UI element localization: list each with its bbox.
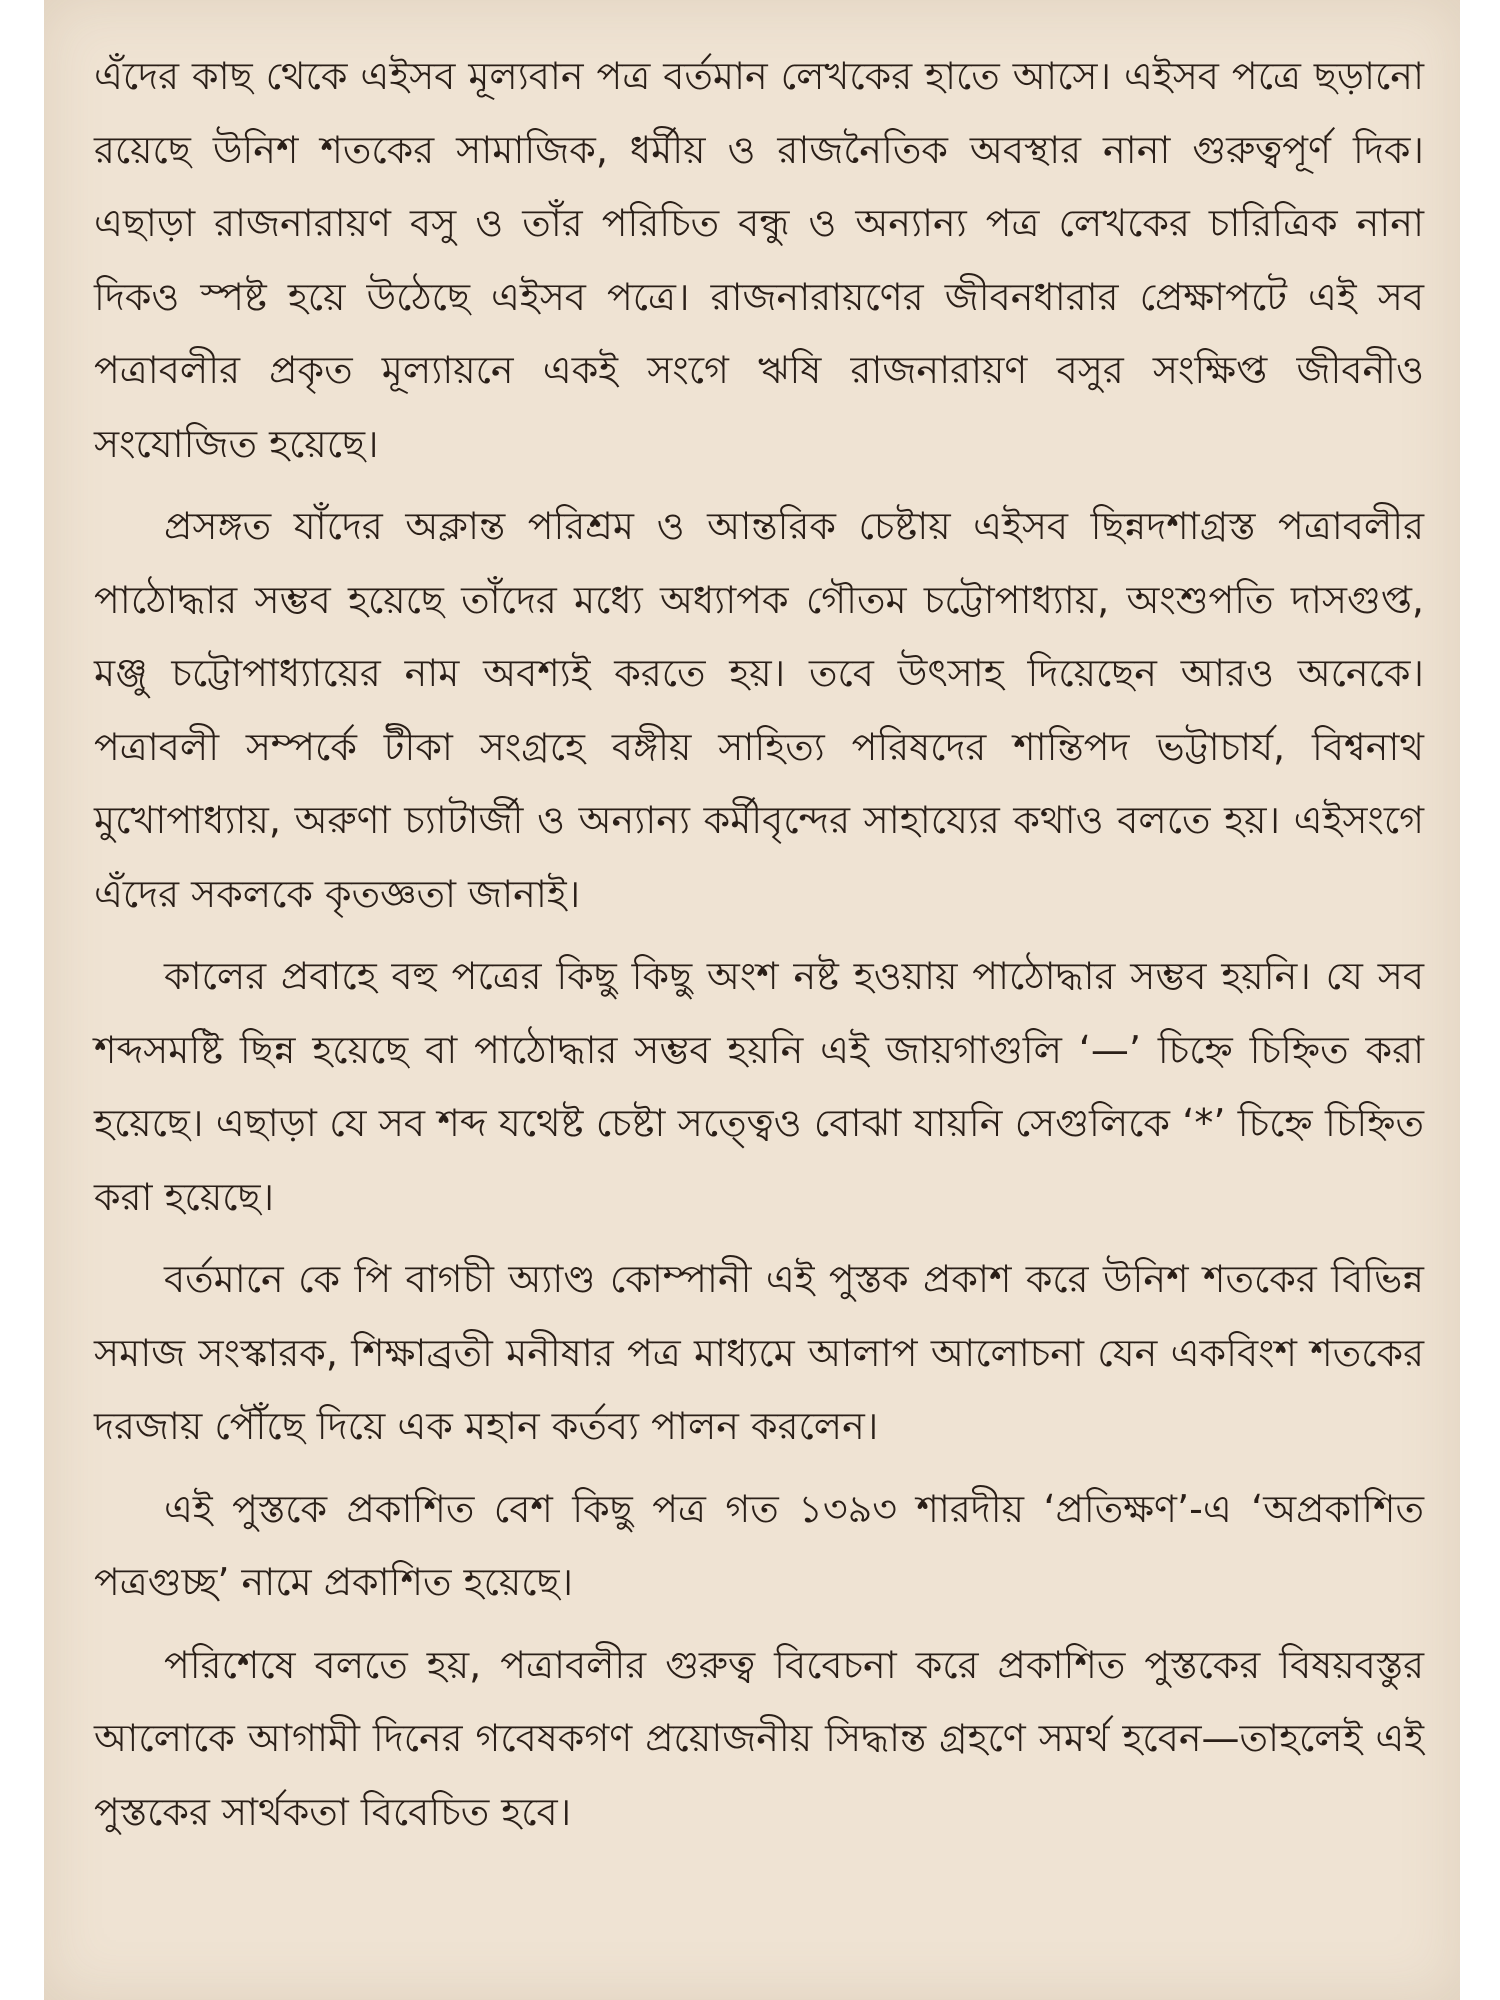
- paragraph-acknowledgements: প্রসঙ্গত যাঁদের অক্লান্ত পরিশ্রম ও আন্তরিক চেষ্টায় এইসব ছিন্নদশাগ্রস্ত পত্রাবলীর পাঠোদ্ধার সম্ভব হয়েছে তাঁদের মধ্যে অধ্যাপক গৌতম চট্টোপাধ্যায়, অংশুপতি দাসগুপ্ত, মঞ্জু চট্টোপাধ্যায়ের নাম অবশ্যই করতে হয়। তবে উৎসাহ দিয়েছেন আরও অনেকে। পত্রাবলী সম্পর্কে টীকা সংগ্রহে বঙ্গীয় সাহিত্য পরিষদের শান্তিপদ ভট্টাচার্য, বিশ্বনাথ মুখোপাধ্যায়, অরুণা চ্যাটার্জী ও অন্যান্য কর্মীবৃন্দের সাহায্যের কথাও বলতে হয়। এইসংগে এঁদের সকলকে কৃতজ্ঞতা জানাই।: [94, 504, 1424, 916]
- scanned-book-page: [44, 0, 1460, 2000]
- paragraph-conclusion: পরিশেষে বলতে হয়, পত্রাবলীর গুরুত্ব বিবেচনা করে প্রকাশিত পুস্তকের বিষয়বস্তুর আলোকে আগামী দিনের গবেষকগণ প্রয়োজনীয় সিদ্ধান্ত গ্রহণে সমর্থ হবেন—তাহলেই এই পুস্তকের সার্থকতা বিবেচিত হবে।: [94, 1642, 1424, 1834]
- paragraph-continuation: এঁদের কাছ থেকে এইসব মূল্যবান পত্র বর্তমান লেখকের হাতে আসে। এইসব পত্রে ছড়ানো রয়েছে উনিশ শতকের সামাজিক, ধর্মীয় ও রাজনৈতিক অবস্থার নানা গুরুত্বপূর্ণ দিক। এছাড়া রাজনারায়ণ বসু ও তাঁর পরিচিত বন্ধু ও অন্যান্য পত্র লেখকের চারিত্রিক নানা দিকও স্পষ্ট হয়ে উঠেছে এইসব পত্রে। রাজনারায়ণের জীবনধারার প্রেক্ষাপটে এই সব পত্রাবলীর প্রকৃত মূল্যায়নে একই সংগে ঋষি রাজনারায়ণ বসুর সংক্ষিপ্ত জীবনীও সংযোজিত হয়েছে।: [94, 54, 1424, 466]
- paragraph-prior-publication: এই পুস্তকে প্রকাশিত বেশ কিছু পত্র গত ১৩৯৩ শারদীয় ‘প্রতিক্ষণ’-এ ‘অপ্রকাশিত পত্রগুচ্ছ’ নামে প্রকাশিত হয়েছে।: [94, 1486, 1424, 1604]
- paragraph-publisher: বর্তমানে কে পি বাগচী অ্যাণ্ড কোম্পানী এই পুস্তক প্রকাশ করে উনিশ শতকের বিভিন্ন সমাজ সংস্কারক, শিক্ষাব্রতী মনীষার পত্র মাধ্যমে আলাপ আলোচনা যেন একবিংশ শতকের দরজায় পৌঁছে দিয়ে এক মহান কর্তব্য পালন করলেন।: [94, 1257, 1424, 1448]
- page-body-text: [94, 40, 1424, 1858]
- paragraph-editorial-notes: কালের প্রবাহে বহু পত্রের কিছু কিছু অংশ নষ্ট হওয়ায় পাঠোদ্ধার সম্ভব হয়নি। যে সব শব্দসমষ্টি ছিন্ন হয়েছে বা পাঠোদ্ধার সম্ভব হয়নি এই জায়গাগুলি ‘—’ চিহ্নে চিহ্নিত করা হয়েছে। এছাড়া যে সব শব্দ যথেষ্ট চেষ্টা সত্ত্বেও বোঝা যায়নি সেগুলিকে ‘*’ চিহ্নে চিহ্নিত করা হয়েছে।: [94, 954, 1424, 1219]
